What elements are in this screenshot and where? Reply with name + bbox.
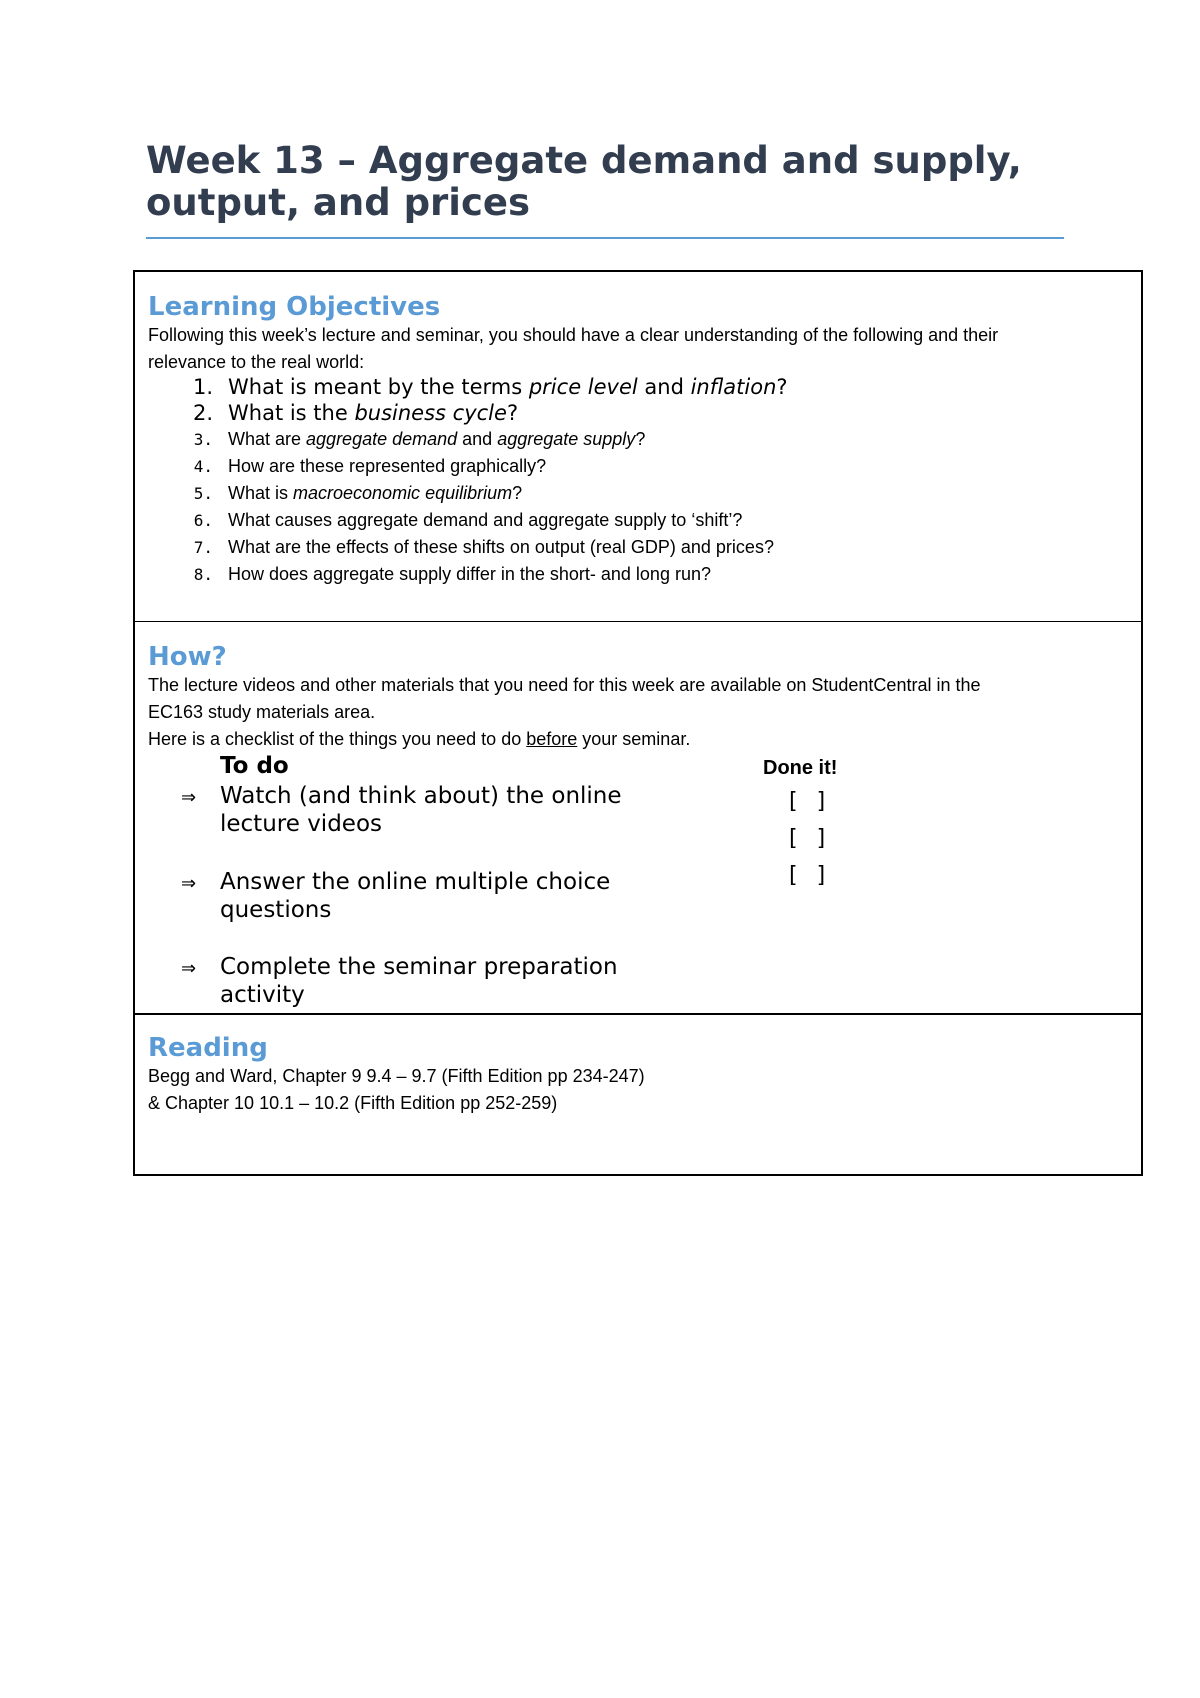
learning-objectives-intro [148,322,1128,376]
intro-line-1: Following this week’s lecture and seminar, you should have a clear understanding of the following and their [148,325,999,345]
how-line-1: The lecture videos and other materials that you need for this week are available on StudentCentral in the [148,675,981,695]
task-item-1: ⇒ Watch (and think about) the online lecture videos [181,783,622,837]
objective-item-2: 2. What is the business cycle? [192,401,519,425]
objective-item-8: 8. How does aggregate supply differ in the short- and long run? [193,564,711,584]
arrow-right-icon: ⇒ [181,958,197,979]
title-line-1: Week 13 – Aggregate demand and supply, [146,139,1022,182]
objective-item-5: 5. What is macroeconomic equilibrium? [193,483,523,503]
how-line-3: Here is a checklist of the things you need to do before your seminar. [148,729,691,749]
learning-objectives-section [133,270,1143,622]
reading-section [133,1013,1143,1176]
how-description [148,672,1128,753]
task-item-3: ⇒ Complete the seminar preparation activity [181,954,618,1008]
objective-item-6: 6. What causes aggregate demand and aggregate supply to ‘shift’? [193,510,743,530]
objective-item-7: 7. What are the effects of these shifts on output (real GDP) and prices? [193,537,774,557]
arrow-right-icon: ⇒ [181,873,197,894]
how-section [133,621,1143,1015]
objective-item-4: 4. How are these represented graphically? [193,456,547,476]
reading-line-1: Begg and Ward, Chapter 9 9.4 – 9.7 (Fifth Edition pp 234-247) [148,1066,645,1086]
task-checkbox-1[interactable]: [ ] [789,789,832,814]
done-column-header: Done it! [763,757,838,779]
todo-column-header: To do [220,753,289,779]
objectives-list [148,374,1128,588]
page-title [146,140,1066,224]
how-heading: How? [148,642,227,672]
task-checkbox-3[interactable]: [ ] [789,863,832,888]
objective-item-1: 1. What is meant by the terms price level and inflation? [192,375,788,399]
title-line-2: output, and prices [146,181,531,224]
reading-heading: Reading [148,1033,268,1063]
intro-line-2: relevance to the real world: [148,352,365,372]
task-item-2: ⇒ Answer the online multiple choice questions [181,869,611,923]
learning-objectives-heading: Learning Objectives [148,292,441,322]
how-line-2: EC163 study materials area. [148,702,376,722]
reading-list [148,1063,1128,1117]
objective-item-3: 3. What are aggregate demand and aggregate supply? [193,429,646,449]
reading-line-2: & Chapter 10 10.1 – 10.2 (Fifth Edition pp 252-259) [148,1093,558,1113]
task-checkbox-2[interactable]: [ ] [789,826,832,851]
arrow-right-icon: ⇒ [181,787,197,808]
title-underline-rule [146,237,1064,239]
